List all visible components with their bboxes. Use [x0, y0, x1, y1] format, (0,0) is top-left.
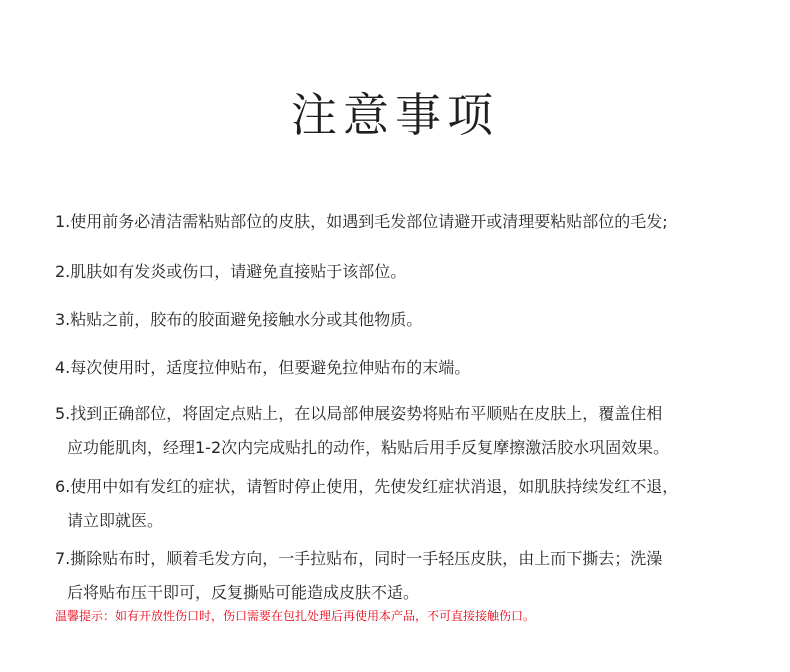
note-text: 6.使用中如有发红的症状，请暂时停止使用，先使发红症状消退，如肌肤持续发红不退，: [55, 477, 679, 496]
note-text: 3.粘贴之前，胶布的胶面避免接触水分或其他物质。: [55, 310, 423, 329]
note-text-continued: 应功能肌肉，经理1-2次内完成贴扎的动作，粘贴后用手反复摩擦激活胶水巩固效果。: [67, 438, 670, 457]
note-item-3: [55, 303, 755, 337]
note-text: 5.找到正确部位，将固定点贴上，在以局部伸展姿势将贴布平顺贴在皮肤上，覆盖住相: [55, 404, 663, 423]
warning-text: 温馨提示：如有开放性伤口时，伤口需要在包扎处理后再使用本产品，不可直接接触伤口。: [55, 609, 536, 623]
note-text: 7.撕除贴布时，顺着毛发方向，一手拉贴布，同时一手轻压皮肤，由上而下撕去；洗澡: [55, 549, 663, 568]
note-text-continued: 后将贴布压干即可，反复撕贴可能造成皮肤不适。: [67, 583, 420, 602]
note-item-5: [55, 397, 755, 465]
note-text-continued: 请立即就医。: [67, 511, 164, 530]
note-item-7: [55, 542, 755, 610]
note-item-1: [55, 205, 755, 239]
page-title: 注意事项: [291, 88, 499, 142]
note-text: 2.肌肤如有发炎或伤口，请避免直接贴于该部位。: [55, 262, 407, 281]
note-text: 4.每次使用时，适度拉伸贴布，但要避免拉伸贴布的末端。: [55, 358, 471, 377]
note-item-6: [55, 470, 755, 538]
note-text: 1.使用前务必清洁需粘贴部位的皮肤，如遇到毛发部位请避开或清理要粘贴部位的毛发;: [55, 212, 668, 231]
note-item-2: [55, 255, 755, 289]
note-item-4: [55, 351, 755, 385]
